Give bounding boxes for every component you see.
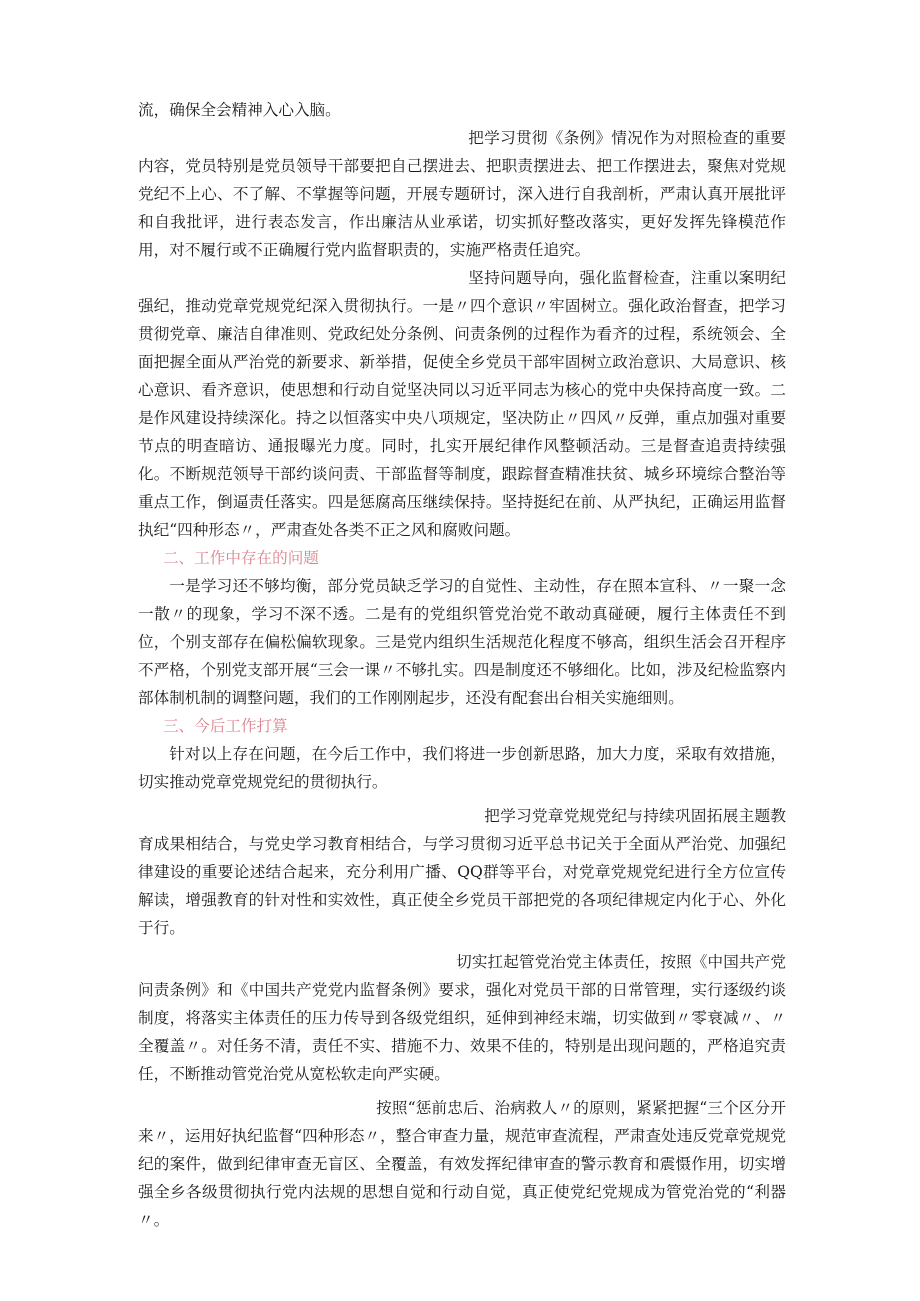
paragraph-6 xyxy=(138,948,786,1088)
paragraph-3: 一是学习还不够均衡，部分党员缺乏学习的自觉性、主动性，存在照本宣科、〃一聚一念一散〃的现象，学习不深不透。二是有的党组织管党治党不敢动真碰硬，履行主体责任不到位，个别支部存在偏松偏软现象。三是党内组织生活规范化程度不够高，组织生活会召开程序不严格，个别党支部开展“三会一课〃不够扎实。四是制度还不够细化。比如，涉及纪检监察内部体制机制的调整问题，我们的工作刚刚起步，还没有配套出台相关实施细则。 xyxy=(138,577,786,707)
document-body xyxy=(138,96,786,1234)
paragraph-0: 流，确保全会精神入心入脑。 xyxy=(138,101,341,119)
paragraph-7 xyxy=(138,1094,786,1234)
paragraph-2-text: 坚持问题导向，强化监督检查，注重以案明纪强纪，推动党章党规党纪深入贯彻执行。一是〃四个意识〃牢固树立。强化政治督查，把学习贯彻党章、廉洁自律准则、党政纪处分条例、问责条例的过程作为看齐的过程，系统领会、全面把握全面从严治党的新要求、新举措，促使全乡党员干部牢固树立政治意识、大局意识、核心意识、看齐意识，使思想和行动自觉坚决同以习近平同志为核心的党中央保持高度一致。二是作风建设持续深化。持之以恒落实中央八项规定，坚决防止〃四风〃反弹，重点加强对重要节点的明查暗访、通报曝光力度。同时，扎实开展纪律作风整顿活动。三是督查追责持续强化。不断规范领导干部约谈问责、干部监督等制度，跟踪督查精准扶贫、城乡环境综合整治等重点工作，倒逼责任落实。四是惩腐高压继续保持。坚持挺纪在前、从严执纪，正确运用监督执纪“四种形态〃，严肃查处各类不正之风和腐败问题。 xyxy=(138,269,786,539)
paragraph-1 xyxy=(138,124,786,264)
section-heading-3: 三、今后工作打算 xyxy=(162,717,288,735)
paragraph-6-text: 切实扛起管党治党主体责任，按照《中国共产党问责条例》和《中国共产党党内监督条例》要求，强化对党员干部的日常管理，实行逐级约谈制度，将落实主体责任的压力传导到各级党组织，延伸到神经末端，切实做到〃零衰减〃、〃全覆盖〃。对任务不清，责任不实、措施不力、效果不佳的，特别是出现问题的，严格追究责任，不断推动管党治党从宽松软走向严实硬。 xyxy=(138,953,786,1083)
section-heading-2: 二、工作中存在的问题 xyxy=(162,549,319,567)
paragraph-5 xyxy=(138,802,786,942)
paragraph-2 xyxy=(138,264,786,544)
paragraph-4: 针对以上存在问题，在今后工作中，我们将进一步创新思路，加大力度，采取有效措施，切实推动党章党规党纪的贯彻执行。 xyxy=(138,745,786,791)
paragraph-5-text: 把学习党章党规党纪与持续巩固拓展主题教育成果相结合，与党史学习教育相结合，与学习贯彻习近平总书记关于全面从严治党、加强纪律建设的重要论述结合起来，充分利用广播、QQ群等平台，对党章党规党纪进行全方位宣传解读，增强教育的针对性和实效性，真正使全乡党员干部把党的各项纪律规定内化于心、外化于行。 xyxy=(138,807,786,937)
paragraph-1-text: 把学习贯彻《条例》情况作为对照检查的重要内容，党员特别是党员领导干部要把自己摆进去、把职责摆进去、把工作摆进去，聚焦对党规党纪不上心、不了解、不掌握等问题，开展专题研讨，深入进行自我剖析，严肃认真开展批评和自我批评，进行表态发言，作出廉洁从业承诺，切实抓好整改落实，更好发挥先锋模范作用，对不履行或不正确履行党内监督职责的，实施严格责任追究。 xyxy=(138,129,786,259)
paragraph-7-text: 按照“惩前忠后、治病救人〃的原则，紧紧把握“三个区分开来〃，运用好执纪监督“四种形态〃，整合审查力量，规范审查流程，严肃查处违反党章党规党纪的案件，做到纪律审查无盲区、全覆盖，有效发挥纪律审查的警示教育和震慑作用，切实增强全乡各级贯彻执行党内法规的思想自觉和行动自觉，真正使党纪党规成为管党治党的“利器〃。 xyxy=(138,1099,786,1229)
